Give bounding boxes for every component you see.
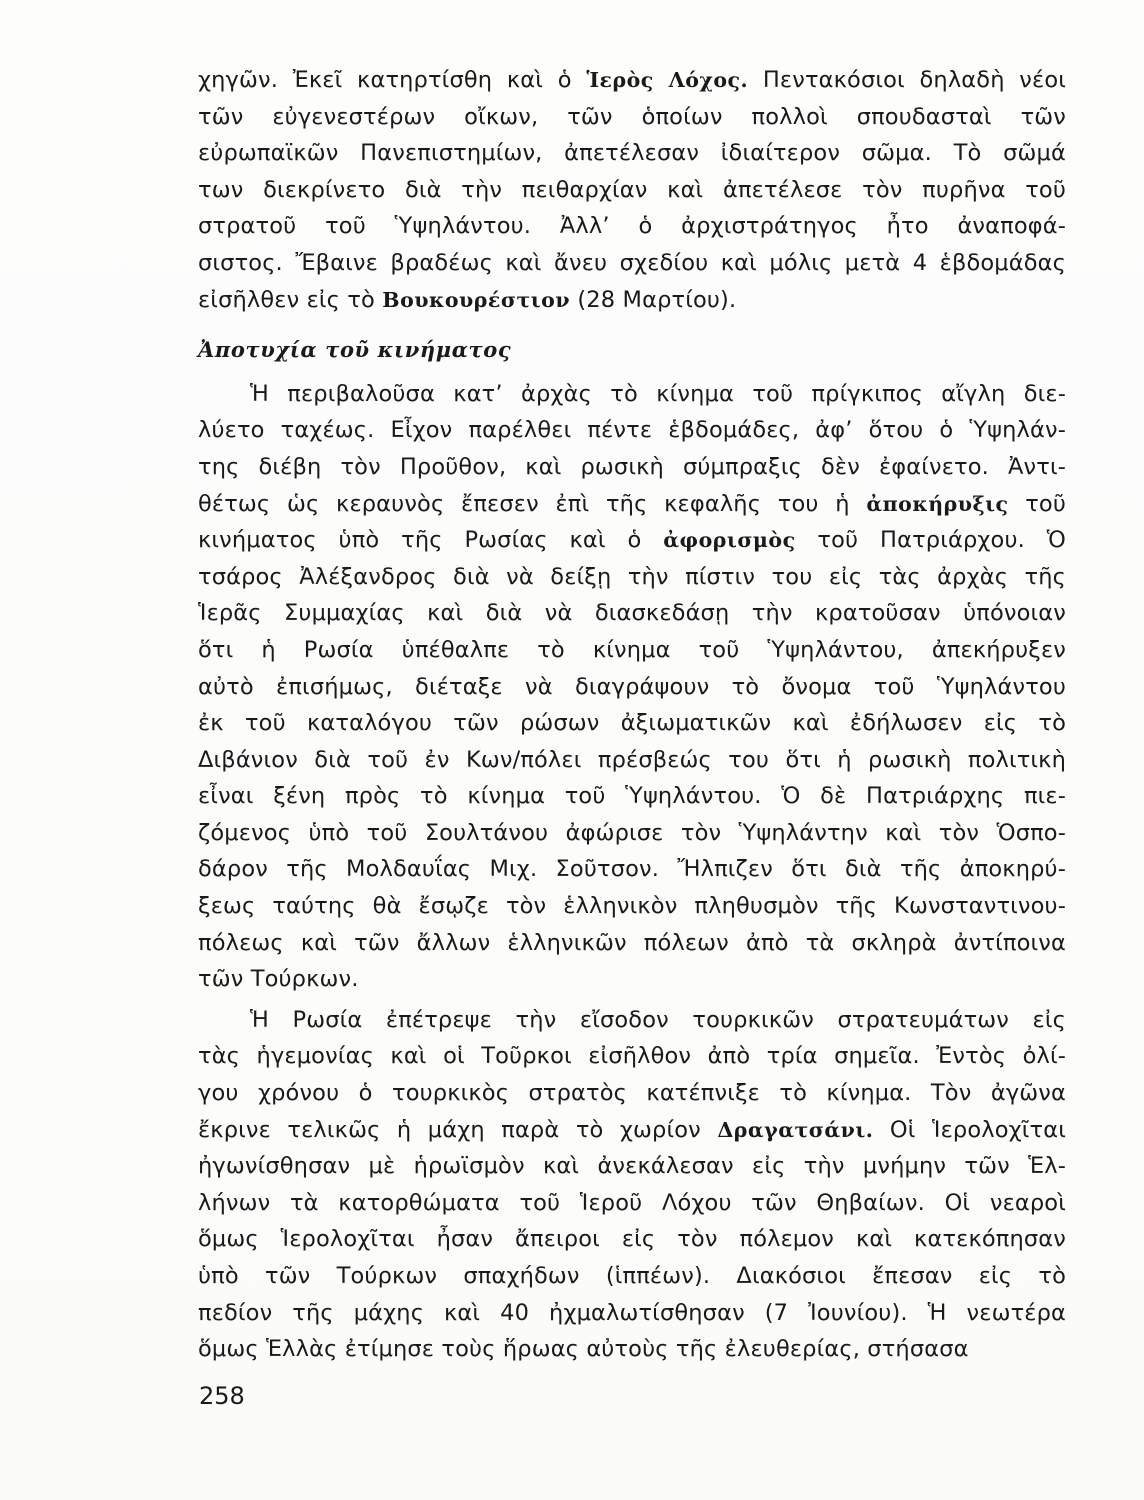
text-line <box>198 778 1066 815</box>
text-line <box>198 1221 1066 1258</box>
text-line <box>198 742 1066 779</box>
text-segment: αὐτὸ ἐπισήμως, διέταξε νὰ διαγράψουν τὸ ὄνομα τοῦ Ὑψηλάντου <box>198 673 1066 700</box>
bold-term: ἀφορισμὸς <box>663 528 796 553</box>
text-segment: πεδίον τῆς μάχης καὶ 40 ἠχμαλωτίσθησαν (7 Ἰουνίου). Ἡ νεωτέρα <box>198 1299 1066 1326</box>
text-line <box>198 62 1066 99</box>
text-segment: ὅμως Ἱερολοχῖται ἦσαν ἄπειροι εἰς τὸν πόλεμον καὶ κατεκόπησαν <box>198 1226 1066 1253</box>
text-segment: της διέβη τὸν Προῦθον, καὶ ρωσικὴ σύμπραξις δὲν ἐφαίνετο. Ἀντι- <box>198 453 1066 480</box>
text-segment: τὰς ἡγεμονίας καὶ οἱ Τοῦρκοι εἰσῆλθον ἀπὸ τρία σημεῖα. Ἐντὸς ὀλί- <box>198 1043 1066 1070</box>
paragraph-hieros-lochos <box>198 62 1066 318</box>
text-segment: ὅμως Ἑλλὰς ἐτίμησε τοὺς ἥρωας αὐτοὺς τῆς ἐλευθερίας, στήσασα <box>198 1336 969 1363</box>
text-segment: ξεως ταύτης θὰ ἔσῳζε τὸν ἑλληνικὸν πληθυσμὸν τῆς Κωνσταντινου- <box>198 893 1066 920</box>
text-line <box>198 851 1066 888</box>
text-segment: τῶν εὐγενεστέρων οἴκων, τῶν ὁποίων πολλοὶ σπουδασταὶ τῶν <box>198 103 1066 130</box>
text-line <box>198 1185 1066 1222</box>
text-line <box>198 99 1066 136</box>
text-segment: λήνων τὰ κατορθώματα τοῦ Ἱεροῦ Λόχου τῶν Θηβαίων. Οἱ νεαροὶ <box>198 1189 1066 1216</box>
text-segment: θέτως ὡς κεραυνὸς ἔπεσεν ἐπὶ τῆς κεφαλῆς του ἡ <box>198 490 867 517</box>
text-line <box>198 888 1066 925</box>
text-segment: εἶναι ξένη πρὸς τὸ κίνημα τοῦ Ὑψηλάντου. Ὁ δὲ Πατριάρχης πιε- <box>198 783 1066 810</box>
bold-term: Ἱερὸς Λόχος. <box>586 68 749 92</box>
text-line <box>198 135 1066 172</box>
text-segment: Οἱ Ἱερολοχῖται <box>873 1116 1066 1143</box>
text-segment: χηγῶν. Ἐκεῖ κατηρτίσθη καὶ ὁ <box>198 67 587 93</box>
text-segment: δάρον τῆς Μολδαυΐας Μιχ. Σοῦτσον. Ἤλπιζεν ὅτι διὰ τῆς ἀποκηρύ- <box>198 856 1066 883</box>
text-line <box>198 486 1066 523</box>
text-segment: Διβάνιον διὰ τοῦ ἐν Κων/πόλει πρέσβεώς του ὅτι ἡ ρωσικὴ πολιτικὴ <box>198 746 1066 773</box>
text-line <box>198 245 1066 282</box>
text-line <box>198 376 1066 413</box>
section-heading: Ἀποτυχία τοῦ κινήματος <box>198 337 512 363</box>
text-line <box>198 172 1066 209</box>
bold-term: ἀποκήρυξις <box>866 491 1009 516</box>
text-line <box>198 522 1066 559</box>
paragraph-failure <box>198 376 1066 998</box>
text-segment: στρατοῦ τοῦ Ὑψηλάντου. Ἀλλ’ ὁ ἀρχιστράτηγος ἦτο ἀναποφά- <box>198 213 1066 240</box>
text-segment: εὐρωπαϊκῶν Πανεπιστημίων, ἀπετέλεσαν ἰδιαίτερον σῶμα. Τὸ σῶμά <box>198 140 1066 167</box>
bold-term: Βουκουρέστιον <box>382 287 571 312</box>
text-line <box>198 412 1066 449</box>
text-line <box>198 705 1066 742</box>
text-segment: ἠγωνίσθησαν μὲ ἡρωϊσμὸν καὶ ἀνεκάλεσαν εἰς τὴν μνήμην τῶν Ἑλ- <box>198 1153 1066 1180</box>
text-line <box>198 449 1066 486</box>
page-number: 258 <box>199 1382 245 1410</box>
text-segment: των διεκρίνετο διὰ τὴν πειθαρχίαν καὶ ἀπετέλεσε τὸν πυρῆνα τοῦ <box>198 176 1066 203</box>
text-line <box>198 1148 1066 1185</box>
text-line <box>198 208 1066 245</box>
text-segment: τοῦ <box>1008 490 1066 517</box>
text-line <box>198 1258 1066 1295</box>
text-segment: Ἡ περιβαλοῦσα κατ’ ἀρχὰς τὸ κίνημα τοῦ πρίγκιπος αἴγλη διε- <box>250 380 1066 407</box>
text-segment: ἐκ τοῦ καταλόγου τῶν ρώσων ἀξιωματικῶν καὶ ἐδήλωσεν εἰς τὸ <box>198 710 1066 737</box>
text-line <box>198 1331 1066 1368</box>
text-segment: πόλεως καὶ τῶν ἄλλων ἑλληνικῶν πόλεων ἀπὸ τὰ σκληρὰ ἀντίποινα <box>198 929 1066 956</box>
text-line <box>198 1075 1066 1112</box>
text-segment: σιστος. Ἔβαινε βραδέως καὶ ἄνευ σχεδίου καὶ μόλις μετὰ 4 ἑβδομάδας <box>198 249 1066 276</box>
text-segment: (28 Μαρτίου). <box>570 286 737 313</box>
text-line <box>198 1295 1066 1332</box>
text-line <box>198 925 1066 962</box>
text-segment: τοῦ Πατριάρχου. Ὁ <box>795 527 1066 554</box>
text-line <box>198 559 1066 596</box>
text-segment: κινήματος ὑπὸ τῆς Ρωσίας καὶ ὁ <box>198 527 664 554</box>
paragraph-dragatsani <box>198 1002 1066 1368</box>
text-line <box>198 1002 1066 1039</box>
text-segment: ὑπὸ τῶν Τούρκων σπαχήδων (ἱππέων). Διακόσιοι ἔπεσαν εἰς τὸ <box>198 1263 1066 1289</box>
text-line <box>198 282 1066 319</box>
text-segment: γου χρόνου ὁ τουρκικὸς στρατὸς κατέπνιξε τὸ κίνημα. Τὸν ἀγῶνα <box>198 1080 1066 1107</box>
bold-term: Δραγατσάνι. <box>717 1117 874 1142</box>
text-line <box>198 632 1066 669</box>
text-segment: Πεντακόσιοι δηλαδὴ νέοι <box>748 67 1066 93</box>
text-segment: τσάρος Ἀλέξανδρος διὰ νὰ δείξῃ τὴν πίστιν του εἰς τὰς ἀρχὰς τῆς <box>198 563 1066 590</box>
text-line <box>198 815 1066 852</box>
text-line <box>198 1038 1066 1075</box>
text-line <box>198 669 1066 706</box>
text-segment: Ἱερᾶς Συμμαχίας καὶ διὰ νὰ διασκεδάσῃ τὴν κρατοῦσαν ὑπόνοιαν <box>198 600 1066 627</box>
text-segment: ζόμενος ὑπὸ τοῦ Σουλτάνου ἀφώρισε τὸν Ὑψηλάντην καὶ τὸν Ὁσπο- <box>198 819 1066 846</box>
text-segment: ὅτι ἡ Ρωσία ὑπέθαλπε τὸ κίνημα τοῦ Ὑψηλάντου, ἀπεκήρυξεν <box>198 636 1066 663</box>
text-segment: λύετο ταχέως. Εἶχον παρέλθει πέντε ἑβδομάδες, ἀφ’ ὅτου ὁ Ὑψηλάν- <box>198 417 1066 444</box>
text-line <box>198 1112 1066 1149</box>
text-segment: ἔκρινε τελικῶς ἡ μάχη παρὰ τὸ χωρίον <box>198 1116 718 1143</box>
text-segment: Ἡ Ρωσία ἐπέτρεψε τὴν εἴσοδον τουρκικῶν στρατευμάτων εἰς <box>250 1006 1066 1033</box>
text-line <box>198 595 1066 632</box>
body-text <box>198 62 1066 1368</box>
text-segment: εἰσῆλθεν εἰς τὸ <box>198 286 383 313</box>
text-line <box>198 961 1066 998</box>
text-segment: τῶν Τούρκων. <box>198 966 359 993</box>
